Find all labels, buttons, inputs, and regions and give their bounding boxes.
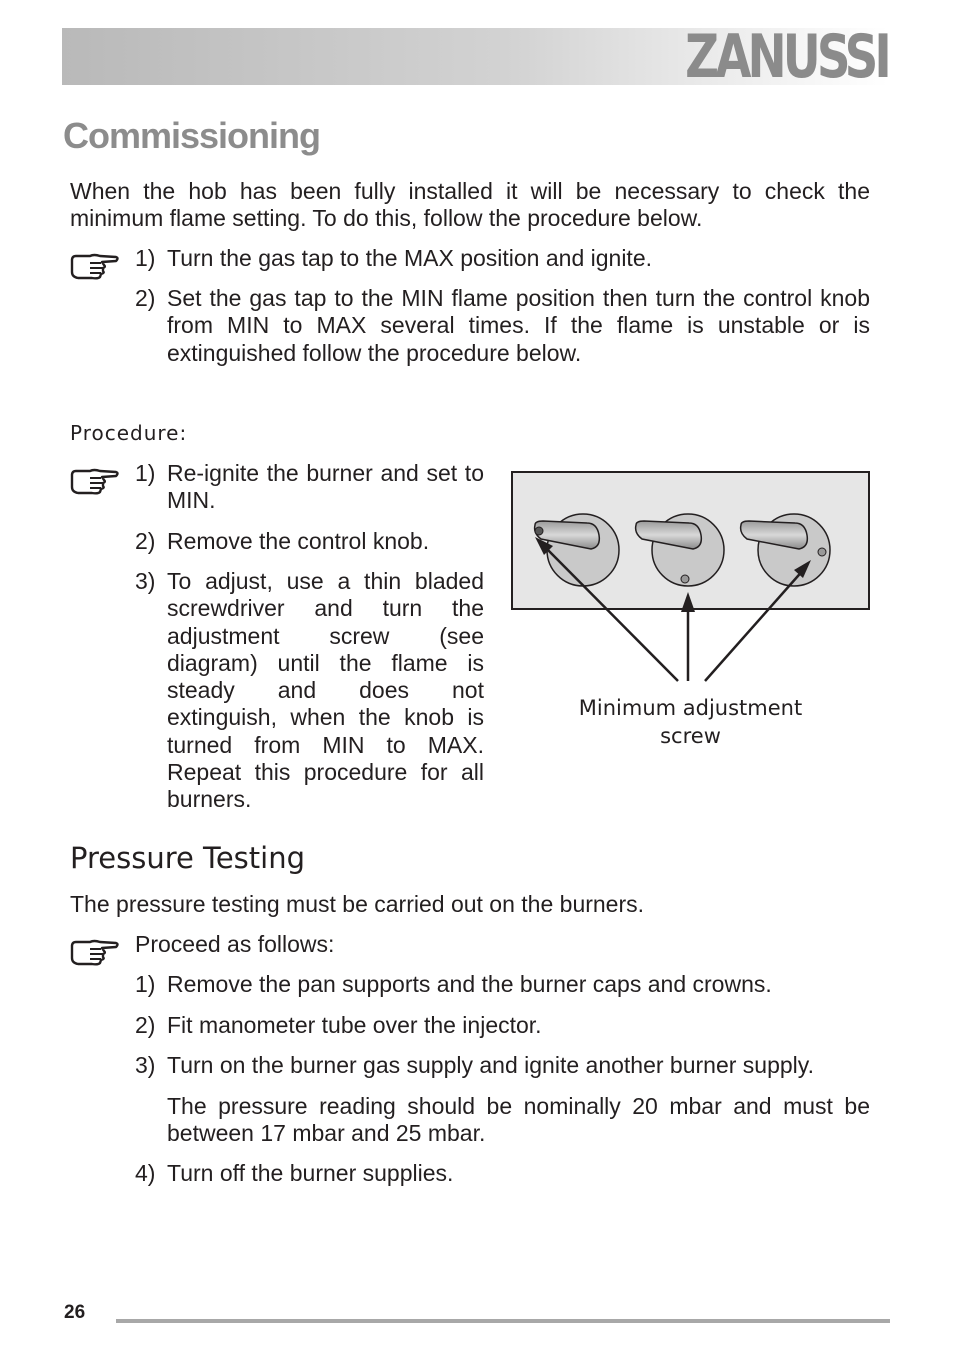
list-number: 2) <box>135 285 156 311</box>
proceed-lead: Proceed as follows: <box>135 931 335 957</box>
page-number: 26 <box>64 1302 86 1323</box>
pointing-hand-icon <box>70 252 120 280</box>
section-title-pressure-testing: Pressure Testing <box>70 841 306 875</box>
list-number: 1) <box>135 971 156 997</box>
list-number: 3) <box>135 568 156 594</box>
footer-rule <box>116 1319 890 1323</box>
list-text: Turn on the burner gas supply and ignite another burner supply. <box>167 1052 814 1078</box>
list-number: 2) <box>135 528 156 554</box>
list-text: Remove the control knob. <box>167 528 430 554</box>
list-number: 1) <box>135 245 156 271</box>
commissioning-intro: When the hob has been fully installed it will be necessary to check the minimum flame setting. To do this, follow the procedure below. <box>70 178 870 231</box>
list-number: 4) <box>135 1160 156 1186</box>
list-text: Fit manometer tube over the injector. <box>167 1012 542 1038</box>
pointing-hand-icon <box>70 467 120 495</box>
arrow-icon <box>511 520 870 690</box>
list-text: Turn the gas tap to the MAX position and ignite. <box>167 245 652 271</box>
pressure-testing-intro: The pressure testing must be carried out on the burners. <box>70 891 645 917</box>
pointing-hand-icon <box>70 938 120 966</box>
list-text: Re-ignite the burner and set to MIN. <box>167 460 484 514</box>
section-title-commissioning: Commissioning <box>63 115 321 156</box>
list-text: Set the gas tap to the MIN flame position then turn the control knob from MIN to MAX several times. If the flame is unstable or is extinguished follow the procedure below. <box>167 285 870 366</box>
list-text: Remove the pan supports and the burner caps and crowns. <box>167 971 772 997</box>
brand-logo: ZANUSSI <box>685 22 888 92</box>
caption-line-1: Minimum adjustment <box>578 696 803 720</box>
list-text: The pressure reading should be nominally 20 mbar and must be between 17 mbar and 25 mbar. <box>167 1093 870 1147</box>
caption-line-2: screw <box>660 724 721 748</box>
list-text: Turn off the burner supplies. <box>167 1160 454 1186</box>
list-number: 1) <box>135 460 156 486</box>
list-number: 2) <box>135 1012 156 1038</box>
list-number: 3) <box>135 1052 156 1078</box>
procedure-title: Procedure: <box>70 421 188 445</box>
diagram-caption <box>511 694 870 750</box>
list-text: To adjust, use a thin bladed screwdriver and turn the adjustment screw (see diagram) until the flame is steady and does not extinguish, when the knob is turned from MIN to MAX. Repeat this procedure for all burners. <box>167 568 484 813</box>
